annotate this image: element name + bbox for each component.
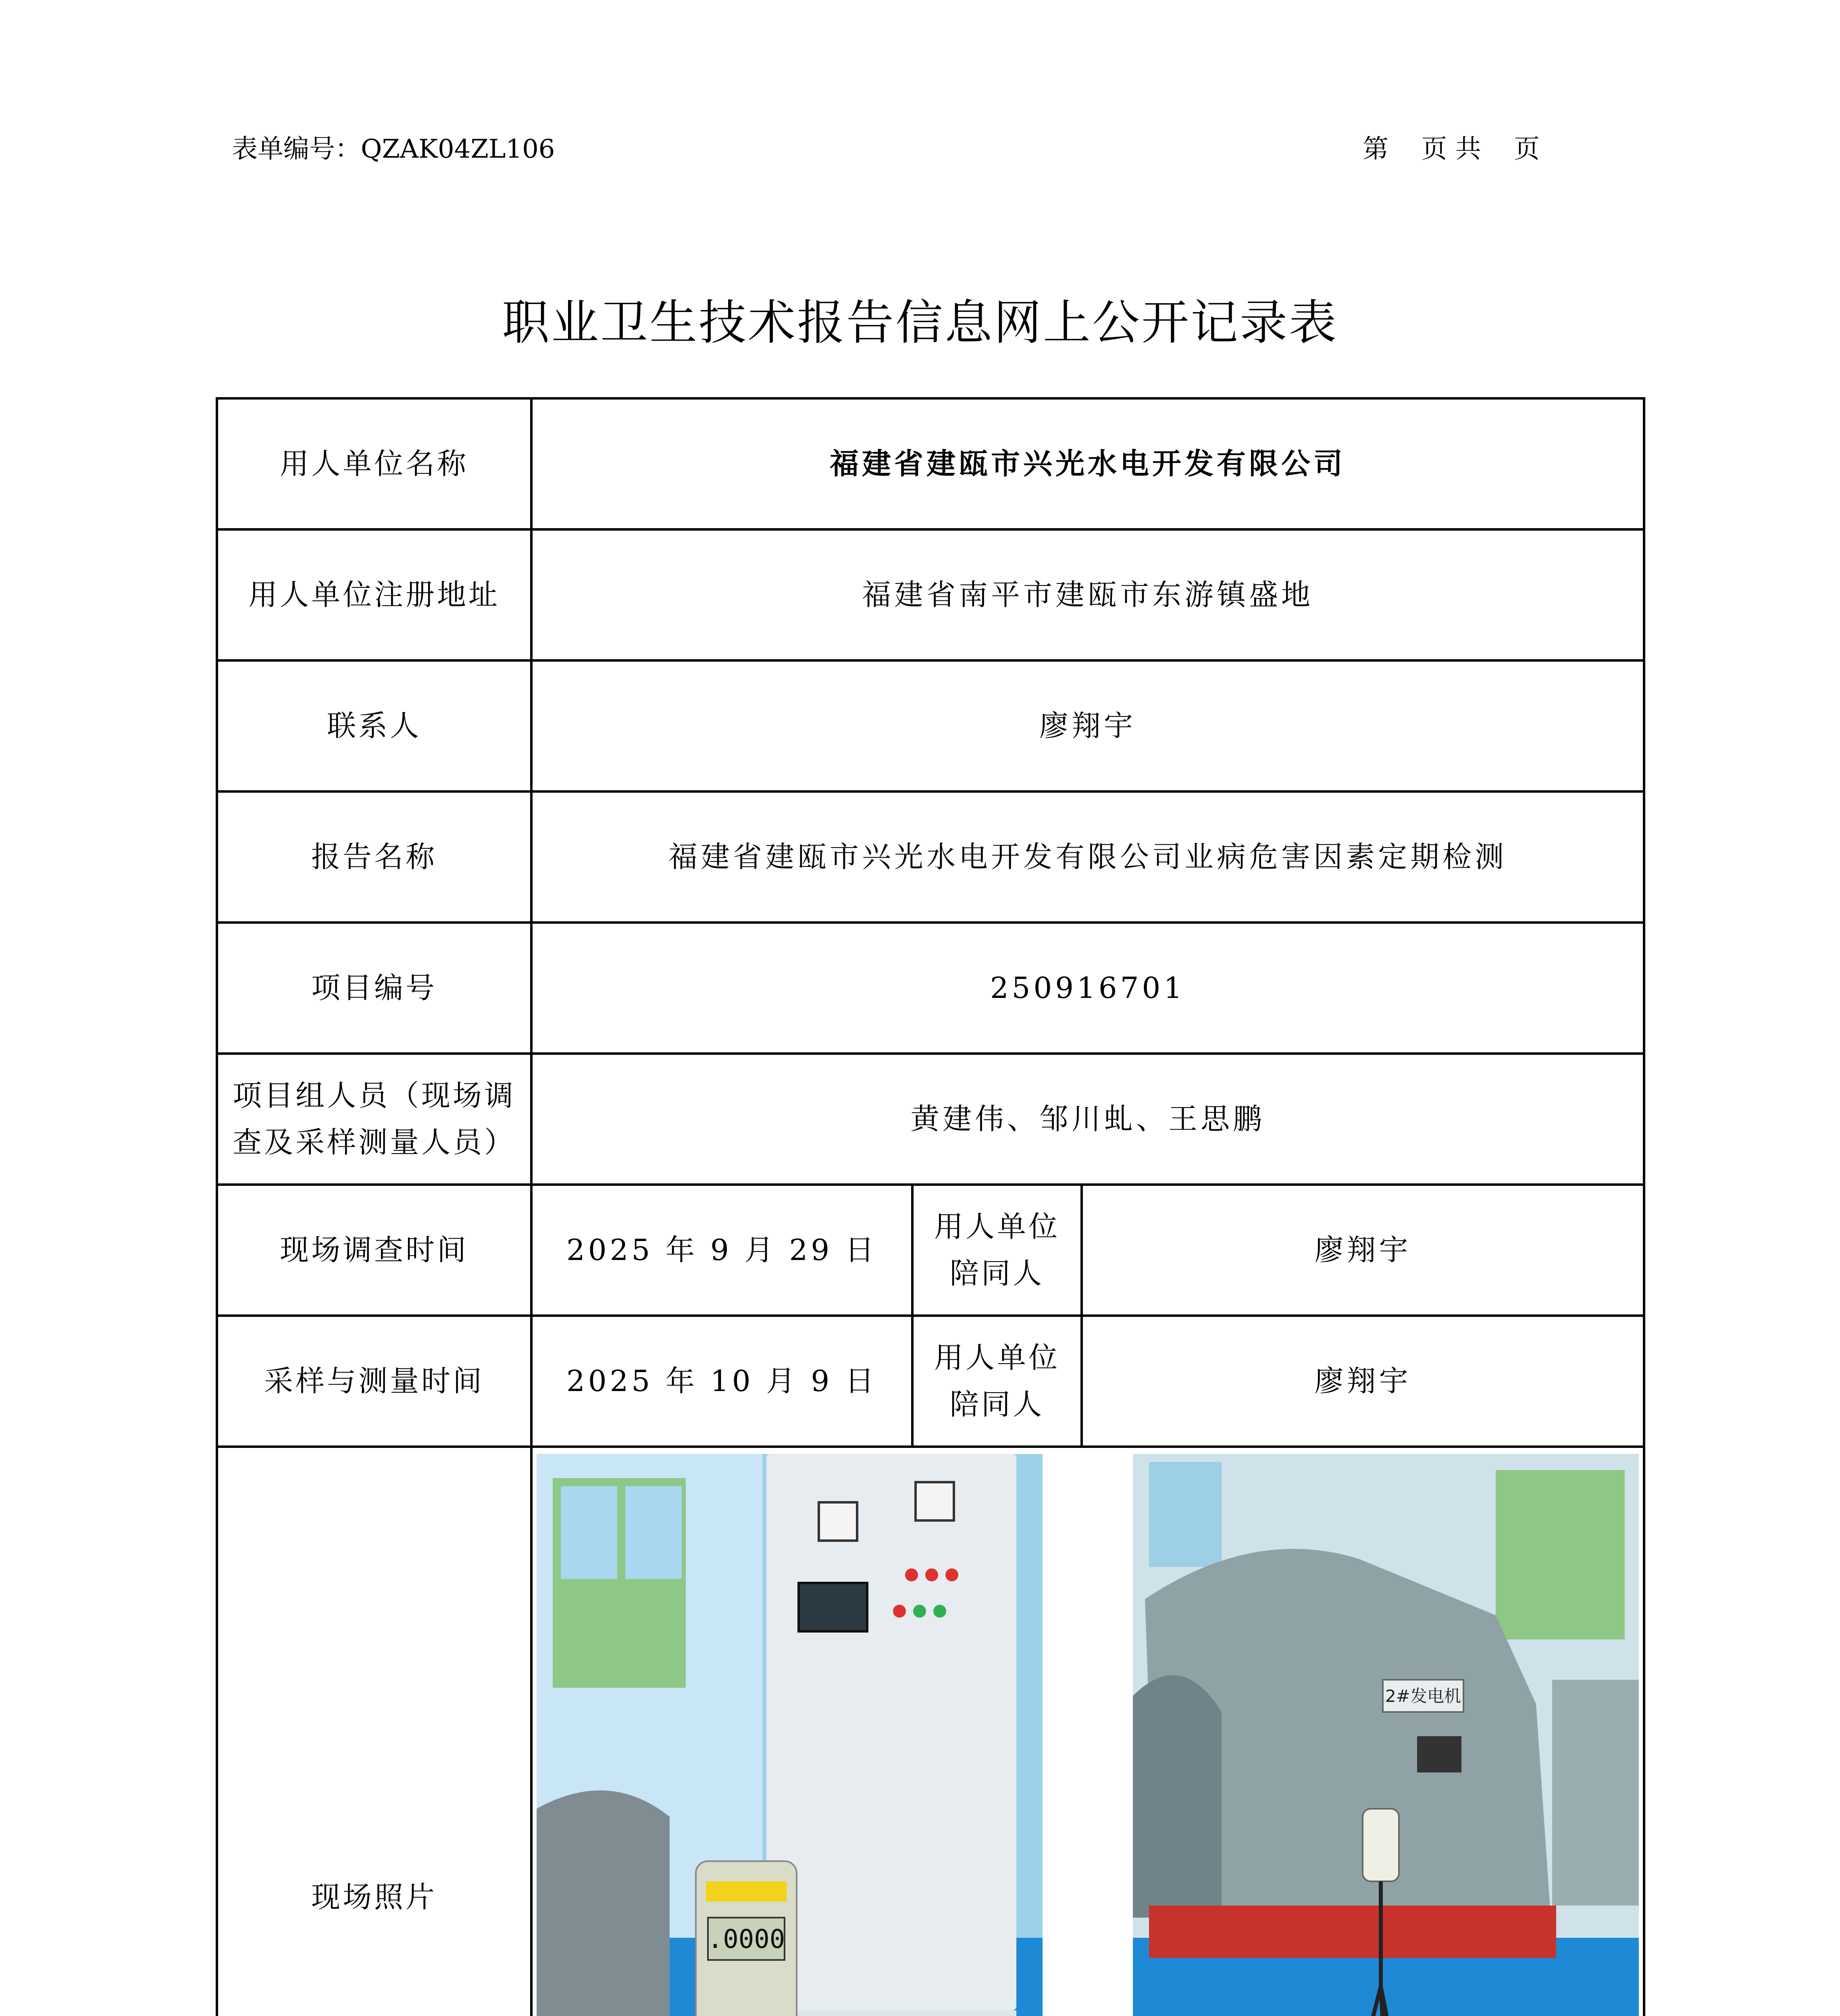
row-sampling-time <box>217 1316 1644 1447</box>
meter-reading: .0000 <box>707 1924 785 1954</box>
sampling-time-label: 采样与测量时间 <box>217 1316 531 1447</box>
report-name-label: 报告名称 <box>217 791 531 923</box>
employer-address-label: 用人单位注册地址 <box>217 529 531 660</box>
photos-cell <box>531 1447 1644 2016</box>
project-number-value: 250916701 <box>531 923 1644 1054</box>
row-employer-name <box>217 398 1644 529</box>
team-value: 黄建伟、邹川虬、王思鹏 <box>531 1054 1644 1185</box>
contact-value: 廖翔宇 <box>531 660 1644 791</box>
survey-accompany-label: 用人单位陪同人 <box>912 1185 1082 1316</box>
cabinet-shape <box>766 1454 1016 2010</box>
sampling-accompany-label: 用人单位陪同人 <box>912 1316 1082 1447</box>
survey-time-label: 现场调查时间 <box>217 1185 531 1316</box>
row-team <box>217 1054 1644 1185</box>
site-photo-meter <box>537 1454 1043 2016</box>
photos-label: 现场照片 <box>217 1447 531 2016</box>
site-photo-generator <box>1133 1454 1639 2016</box>
row-photos <box>217 1447 1644 2016</box>
row-report-name <box>217 791 1644 923</box>
sampling-accompany-value: 廖翔宇 <box>1082 1316 1644 1447</box>
team-label: 项目组人员（现场调查及采样测量人员） <box>217 1054 531 1185</box>
page-title: 职业卫生技术报告信息网上公开记录表 <box>502 295 1338 350</box>
sampling-time-value: 2025 年 10 月 9 日 <box>531 1316 912 1447</box>
employer-name-value: 福建省建瓯市兴光水电开发有限公司 <box>531 398 1644 529</box>
contact-label: 联系人 <box>217 660 531 791</box>
employer-name-label: 用人单位名称 <box>217 398 531 529</box>
project-number-label: 项目编号 <box>217 923 531 1054</box>
row-survey-time <box>217 1185 1644 1316</box>
row-employer-address <box>217 529 1644 660</box>
row-project-number <box>217 923 1644 1054</box>
page-info: 第 页 共 页 <box>1363 134 1540 164</box>
survey-time-value: 2025 年 9 月 29 日 <box>531 1185 912 1316</box>
employer-address-value: 福建省南平市建瓯市东游镇盛地 <box>531 529 1644 660</box>
record-table <box>216 397 1645 2016</box>
generator-plate-text: 2#发电机 <box>1385 1686 1461 1706</box>
report-name-value: 福建省建瓯市兴光水电开发有限公司业病危害因素定期检测 <box>531 791 1644 923</box>
form-number: 表单编号：QZAK04ZL106 <box>232 134 555 164</box>
row-contact <box>217 660 1644 791</box>
survey-accompany-value: 廖翔宇 <box>1082 1185 1644 1316</box>
